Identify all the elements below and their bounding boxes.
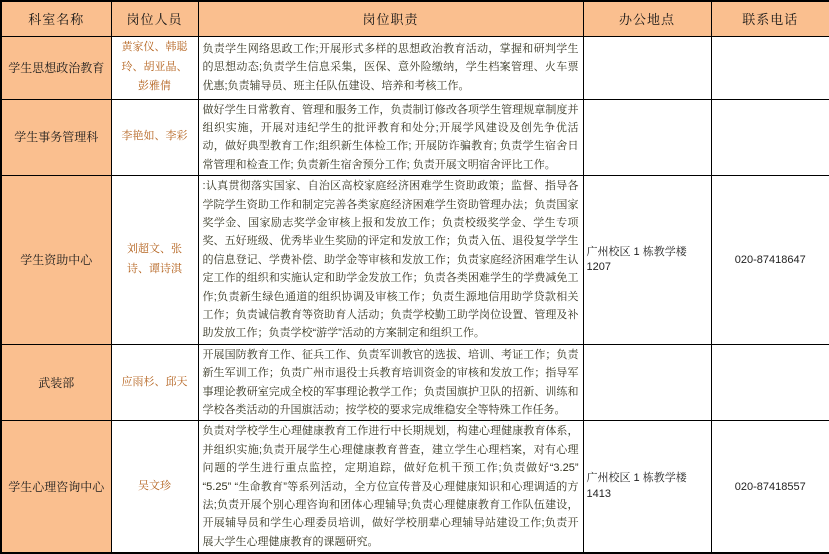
table-row: [1, 176, 829, 345]
table-row: [1, 421, 829, 553]
column-header-phone: 联系电话: [711, 1, 829, 36]
staff-cell: 吴文珍: [111, 421, 198, 553]
header-row: [1, 1, 829, 36]
phone-cell: [711, 99, 829, 176]
column-header-staff: 岗位人员: [111, 1, 198, 36]
dept-cell: 学生资助中心: [1, 176, 111, 345]
duties-cell: 负责学生网络思政工作;开展形式多样的思想政治教育活动，掌握和研判学生的思想动态;负责学生信息采集，医保、意外险缴纳，学生档案管理、火车票优惠;负责辅导员、班主任队伍建设、培养和考核工作。: [198, 36, 583, 99]
phone-cell: [711, 36, 829, 99]
duties-cell: 开展国防教育工作、征兵工作、负责军训教官的选拔、培训、考证工作；负责新生军训工作；负责广州市退役士兵教育培训资金的审核和发放工作；指导军事理论教研室完成全校的军事理论教学工作；负责国旗护卫队的招新、训练和学校各类活动的升国旗活动；按学校的要求完成维稳安全等特殊工作任务。: [198, 344, 583, 421]
column-header-dept: 科室名称: [1, 1, 111, 36]
duties-cell: 做好学生日常教育、管理和服务工作，负责制订修改各项学生管理规章制度并组织实施，开展对违纪学生的批评教育和处分;开展学风建设及创先争优活动，做好典型教育工作;组织新生体检工作; 开展防诈骗教育; 负责学生宿舍日常管理和检查工作; 负责新生宿舍预分工作; 负责开展文明宿舍评比工作。: [198, 99, 583, 176]
dept-cell: 学生思想政治教育: [1, 36, 111, 99]
table-row: [1, 344, 829, 421]
staff-cell: 刘超文、张诗、谭诗淇: [111, 176, 198, 345]
location-cell: 广州校区 1 栋教学楼 1207: [583, 176, 711, 345]
column-header-duties: 岗位职责: [198, 1, 583, 36]
location-cell: [583, 99, 711, 176]
staff-cell: 李艳如、李彩: [111, 99, 198, 176]
dept-cell: 武装部: [1, 344, 111, 421]
dept-cell: 学生事务管理科: [1, 99, 111, 176]
duties-cell: 负责对学校学生心理健康教育工作进行中长期规划，构建心理健康教育体系，并组织实施;负责开展学生心理健康教育普查，建立学生心理档案，对有心理问题的学生进行重点监控，定期追踪，做好危机干预工作;负责做好“3.25” “5.25” “生命教育”等系列活动，全方位宣传普及心理健康知识和心理调适的方法;负责开展个别心理咨询和团体心理辅导;负责心理健康教育工作队伍建设，开展辅导员和学生心理委员培训，做好学校朋辈心理辅导站建设工作;负责开展大学生心理健康教育的课题研究。: [198, 421, 583, 553]
duties-cell: :认真贯彻落实国家、自治区高校家庭经济困难学生资助政策；监督、指导各学院学生资助工作和制定完善各类家庭经济困难学生资助管理办法；负责国家奖学金、国家励志奖学金审核上报和发放工作；负责校级奖学金、学生专项奖、五好班级、优秀毕业生奖励的评定和发放工作；负责入伍、退役复学学生的信息登记、学费补偿、助学金等审核和发放工作；负责家庭经济困难学生认定工作的组织和实施认定和助学金发放工作；负责各类困难学生的学费减免工作;负责新生绿色通道的组织协调及审核工作；负责生源地信用助学贷款相关工作；负责诚信教育等资助育人活动；负责学校勤工助学岗位设置、管理及补助发放工作；负责学校“游学”活动的方案制定和组织工作。: [198, 176, 583, 345]
staff-cell: 黄家仪、韩聪玲、胡亚晶、彭雅倩: [111, 36, 198, 99]
location-cell: 广州校区 1 栋教学楼 1413: [583, 421, 711, 553]
location-cell: [583, 36, 711, 99]
location-cell: [583, 344, 711, 421]
column-header-location: 办公地点: [583, 1, 711, 36]
phone-cell: [711, 344, 829, 421]
phone-cell: 020-87418647: [711, 176, 829, 345]
phone-cell: 020-87418557: [711, 421, 829, 553]
table-row: [1, 36, 829, 99]
staff-cell: 应雨杉、邱天: [111, 344, 198, 421]
dept-cell: 学生心理咨询中心: [1, 421, 111, 553]
table-row: [1, 99, 829, 176]
